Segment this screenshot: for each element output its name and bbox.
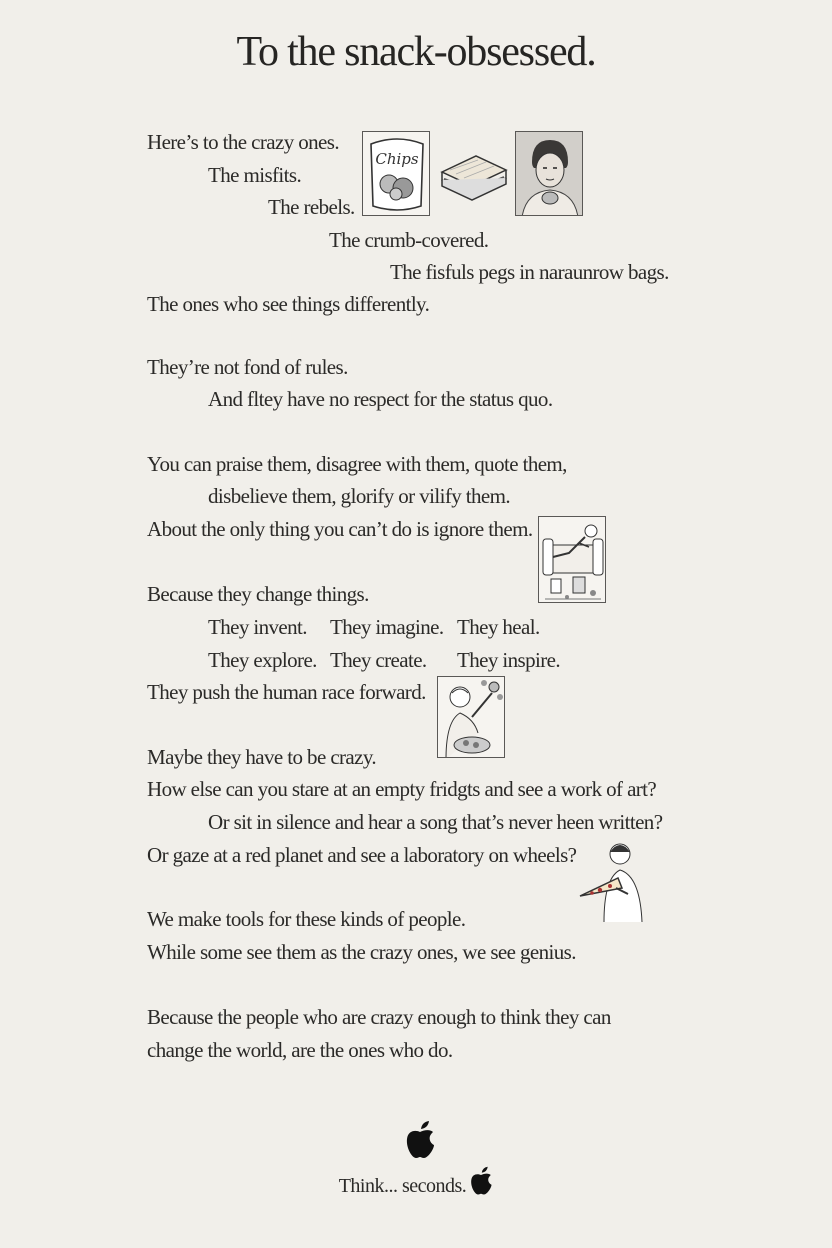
- stanza-5-line-3: Or sit in silence and hear a song that’s never heen written?: [208, 810, 663, 834]
- stanza-5-line-2: How else can you stare at an empty fridgts and see a work of art?: [147, 777, 657, 801]
- person-juggling-snacks-icon: [437, 676, 505, 758]
- stanza-1-line-3: The rebels.: [268, 195, 355, 219]
- chips-bag-label: Chips: [375, 150, 419, 168]
- stanza-4-outro: They push the human race forward.: [147, 680, 426, 704]
- tagline: [0, 1166, 832, 1202]
- stanza-3-line-2: disbelieve them, glorify or vilify them.: [208, 484, 511, 508]
- stanza-4-row1-item3: They heal.: [457, 615, 540, 639]
- stanza-4-row1-item1: They invent.: [208, 615, 307, 639]
- stanza-1-line-4: The crumb-covered.: [329, 228, 489, 252]
- stanza-7-line-2: change the world, are the ones who do.: [147, 1038, 453, 1062]
- apple-logo-small-icon: [469, 1166, 493, 1202]
- stanza-4-row1-item2: They imagine.: [330, 615, 444, 639]
- stanza-1-line-6: The ones who see things differently.: [147, 292, 430, 316]
- stanza-2-line-2: And fltey have no respect for the status quo.: [208, 387, 553, 411]
- stanza-5-line-4: Or gaze at a red planet and see a laboratory on wheels?: [147, 843, 577, 867]
- stanza-4-row2-item1: They explore.: [208, 648, 317, 672]
- page-title: To the snack-obsessed.: [236, 29, 596, 75]
- stanza-5-line-1: Maybe they have to be crazy.: [147, 745, 377, 769]
- person-eating-icon: [515, 131, 583, 216]
- tagline-text: Think... seconds.: [338, 1175, 467, 1197]
- stanza-1-line-5: The fisfuls pegs in naraunrow bags.: [390, 260, 669, 284]
- sandwich-icon: [438, 150, 510, 205]
- stanza-3-line-3: About the only thing you can’t do is ignore them.: [147, 517, 533, 541]
- stanza-6-line-1: We make tools for these kinds of people.: [147, 907, 466, 931]
- stanza-6-line-2: While some see them as the crazy ones, we see genius.: [147, 940, 576, 964]
- person-on-couch-icon: [538, 516, 606, 603]
- person-holding-pizza-icon: [578, 838, 650, 922]
- stanza-4-row2-item3: They inspire.: [457, 648, 561, 672]
- stanza-1-line-2: The misfits.: [208, 163, 302, 187]
- stanza-4-intro: Because they change things.: [147, 582, 369, 606]
- stanza-3-line-1: You can praise them, disagree with them, quote them,: [147, 452, 567, 476]
- stanza-2-line-1: They’re not fond of rules.: [147, 355, 348, 379]
- chips-bag-icon: [362, 131, 430, 216]
- stanza-1-line-1: Here’s to the crazy ones.: [147, 130, 339, 154]
- stanza-7-line-1: Because the people who are crazy enough to think they can: [147, 1005, 611, 1029]
- apple-logo-icon: [404, 1121, 436, 1164]
- stanza-4-row2-item2: They create.: [330, 648, 427, 672]
